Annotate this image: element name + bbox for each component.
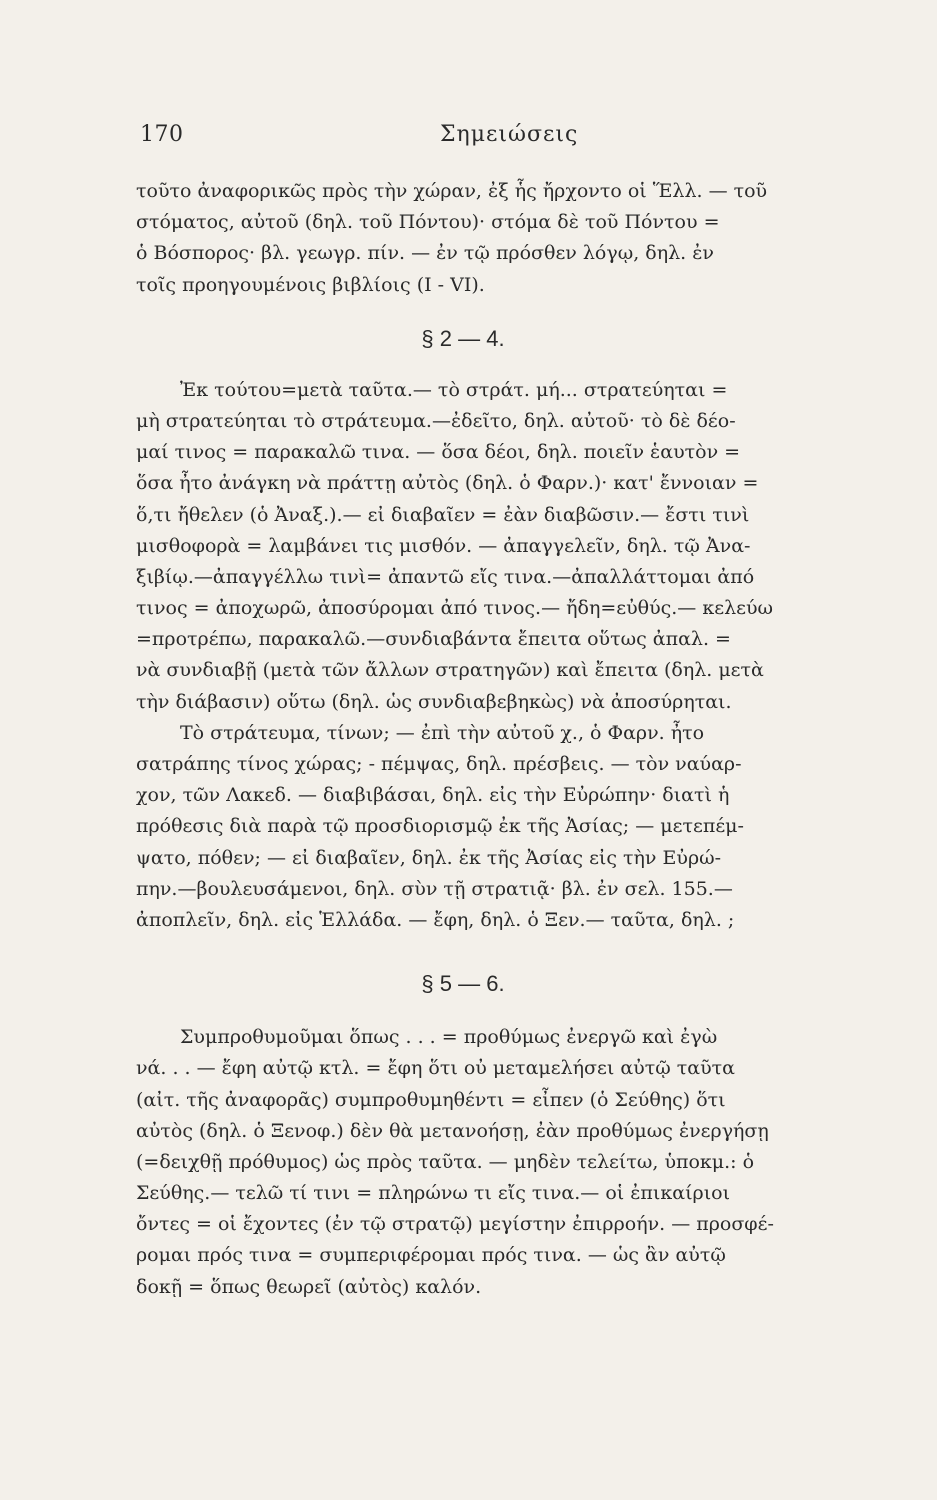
text-line: ὄντες = οἱ ἔχοντες (ἐν τῷ στρατῷ) μεγίστην ἐπιρροήν. — προσφέ- <box>136 1213 774 1236</box>
text-line: =προτρέπω, παρακαλῶ.—συνδιαβάντα ἔπειτα οὕτως ἀπαλ. = <box>136 628 731 651</box>
text-line: τοῖς προηγουμένοις βιβλίοις (I - VI). <box>136 273 485 296</box>
text-line: σατράπης τίνος χώρας; - πέμψας, δηλ. πρέσβεις. — τὸν ναύαρ- <box>136 753 742 775</box>
text-line: αὐτὸς (δηλ. ὁ Ξενοφ.) δὲν θὰ μετανοήσῃ, ἐὰν προθύμως ἐνεργήσῃ <box>136 1119 769 1142</box>
text-line: μαί τινος = παρακαλῶ τινα. — ὅσα δέοι, δηλ. ποιεῖν ἑαυτὸν = <box>136 441 741 464</box>
text-line: στόματος, αὐτοῦ (δηλ. τοῦ Πόντου)· στόμα δὲ τοῦ Πόντου = <box>136 211 720 234</box>
text-line: μισθοφορὰ = λαμβάνει τις μισθόν. — ἀπαγγελεῖν, δηλ. τῷ Ἀνα- <box>136 534 751 557</box>
text-line: ξιβίῳ.—ἀπαγγέλλω τινὶ= ἀπαντῶ εἴς τινα.—ἀπαλλάττομαι ἀπό <box>136 565 755 588</box>
text-line: πρόθεσις διὰ παρὰ τῷ προσδιορισμῷ ἐκ τῆς Ἀσίας; — μετεπέμ- <box>136 815 744 838</box>
text-line: Τὸ στράτευμα, τίνων; — ἐπὶ τὴν αὐτοῦ χ., ὁ Φαρν. ἦτο <box>180 721 705 744</box>
text-line: (αἰτ. τῆς ἀναφορᾶς) συμπροθυμηθέντι = εἶπεν (ὁ Σεύθης) ὅτι <box>136 1088 726 1111</box>
text-line: Συμπροθυμοῦμαι ὅπως . . . = προθύμως ἐνεργῶ καὶ ἐγὼ <box>180 1026 718 1049</box>
section-heading: § 2 — 4. <box>421 325 505 351</box>
text-line: ὅ,τι ἤθελεν (ὁ Ἀναξ.).— εἰ διαβαῖεν = ἐὰν διαβῶσιν.— ἔστι τινὶ <box>136 503 750 526</box>
text-line: νὰ συνδιαβῇ (μετὰ τῶν ἄλλων στρατηγῶν) καὶ ἔπειτα (δηλ. μετὰ <box>136 659 764 682</box>
notes-body <box>136 176 880 1303</box>
text-line: χον, τῶν Λακεδ. — διαβιβάσαι, δηλ. εἰς τὴν Εὐρώπην· διατὶ ἡ <box>136 784 730 807</box>
text-line: ψατο, πόθεν; — εἰ διαβαῖεν, δηλ. ἐκ τῆς Ἀσίας εἰς τὴν Εὐρώ- <box>136 846 722 869</box>
text-line: ρομαι πρός τινα = συμπεριφέρομαι πρός τινα. — ὡς ἂν αὐτῷ <box>136 1244 726 1267</box>
text-line: δοκῇ = ὅπως θεωρεῖ (αὐτὸς) καλόν. <box>136 1275 482 1298</box>
text-line: Ἐκ τούτου=μετὰ ταῦτα.— τὸ στράτ. μή... στρατεύηται = <box>180 378 728 401</box>
page-header <box>140 122 880 154</box>
text-line: τινος = ἀποχωρῶ, ἀποσύρομαι ἀπό τινος.— ἤδη=εὐθύς.— κελεύω <box>136 597 773 620</box>
text-line: ἀποπλεῖν, δηλ. εἰς Ἑλλάδα. — ἔφη, δηλ. ὁ Ξεν.— ταῦτα, δηλ. ; <box>136 908 735 931</box>
text-line: (=δειχθῇ πρόθυμος) ὡς πρὸς ταῦτα. — μηδὲν τελείτω, ὑποκμ.: ὁ <box>136 1150 755 1173</box>
section-heading: § 5 — 6. <box>421 971 505 997</box>
page-number: 170 <box>140 122 184 147</box>
text-line: ὁ Βόσπορος· βλ. γεωγρ. πίν. — ἐν τῷ πρόσθεν λόγῳ, δηλ. ἐν <box>136 242 714 265</box>
text-line: Σεύθης.— τελῶ τί τινι = πληρώνω τι εἴς τινα.— οἱ ἐπικαίριοι <box>136 1182 731 1205</box>
text-line: πην.—βουλευσάμενοι, δηλ. σὺν τῇ στρατιᾷ· βλ. ἐν σελ. 155.— <box>136 877 733 900</box>
text-line: ὅσα ἦτο ἀνάγκη νὰ πράττῃ αὐτὸς (δηλ. ὁ Φαρν.)· κατ' ἔννοιαν = <box>136 472 759 495</box>
text-line: τοῦτο ἀναφορικῶς πρὸς τὴν χώραν, ἐξ ἧς ἤρχοντο οἱ Ἕλλ. — τοῦ <box>136 180 768 202</box>
text-line: μὴ στρατεύηται τὸ στράτευμα.—ἐδεῖτο, δηλ. αὐτοῦ· τὸ δὲ δέο- <box>136 409 736 432</box>
text-line: νά. . . — ἔφη αὐτῷ κτλ. = ἔφη ὅτι οὐ μεταμελήσει αὐτῷ ταῦτα <box>136 1057 735 1080</box>
running-title: Σημειώσεις <box>440 122 579 147</box>
text-line: τὴν διάβασιν) οὕτω (δηλ. ὡς συνδιαβεβηκὼς) νὰ ἀποσύρηται. <box>136 690 732 713</box>
